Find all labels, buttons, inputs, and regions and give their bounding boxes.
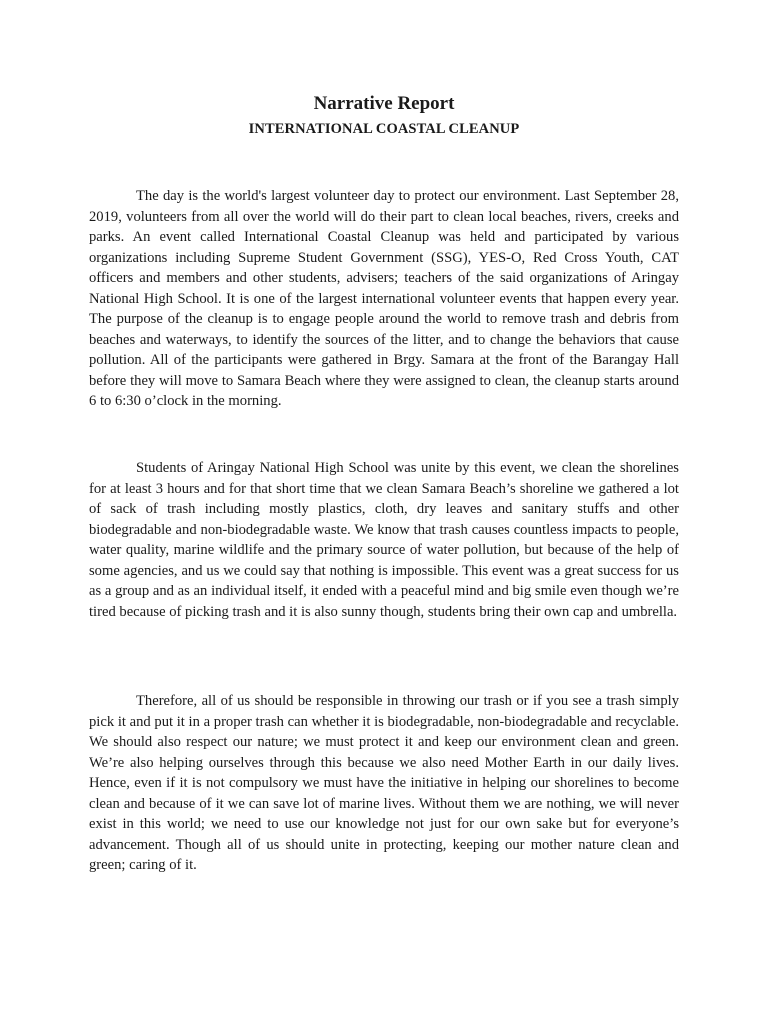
report-subtitle: INTERNATIONAL COASTAL CLEANUP <box>248 121 520 137</box>
paragraph-3: Therefore, all of us should be responsible in throwing our trash or if you see a trash simply pick it and put it in a proper trash can whether it is biodegradable, non-biodegradable and recyclable. We should also respect our nature; we must protect it and keep our environment clean and green. We’re also helping ourselves through this because we also need Mother Earth in our daily lives. Hence, even if it is not compulsory we must have the initiative in helping our shorelines to become clean and because of it we can save lot of marine lives. Without them we are nothing, we will never exist in this world; we need to use our knowledge not just for our own sake but for everyone’s advancement. Though all of us should unite in protecting, keeping our mother nature clean and green; caring of it. <box>89 693 679 873</box>
report-title: Narrative Report <box>313 93 455 114</box>
paragraph-2: Students of Aringay National High School was unite by this event, we clean the shorelines for at least 3 hours and for that short time that we clean Samara Beach’s shoreline we gathered a lot of sack of trash including mostly plastics, cloth, dry leaves and sanitary stuffs and other biodegradable and non-biodegradable waste. We know that trash causes countless impacts to people, water quality, marine wildlife and the primary source of water pollution, but because of the help of some agencies, and us we could say that nothing is impossible. This event was a great success for us as a group and as an individual itself, it ended with a peaceful mind and big smile even though we’re tired because of picking trash and it is also sunny though, students bring their own cap and umbrella. <box>89 460 679 620</box>
paragraph-1: The day is the world's largest volunteer day to protect our environment. Last September 28, 2019, volunteers from all over the world will do their part to clean local beaches, rivers, creeks and parks. An event called International Coastal Cleanup was held and participated by various organizations including Supreme Student Government (SSG), YES-O, Red Cross Youth, CAT officers and members and other students, advisers; teachers of the said organizations of Aringay National High School. It is one of the largest international volunteer events that happen every year. The purpose of the cleanup is to engage people around the world to remove trash and debris from beaches and waterways, to identify the sources of the litter, and to change the behaviors that cause pollution. All of the participants were gathered in Brgy. Samara at the front of the Barangay Hall before they will move to Samara Beach where they were assigned to clean, the cleanup starts around 6 to 6:30 o’clock in the morning. <box>89 188 679 409</box>
